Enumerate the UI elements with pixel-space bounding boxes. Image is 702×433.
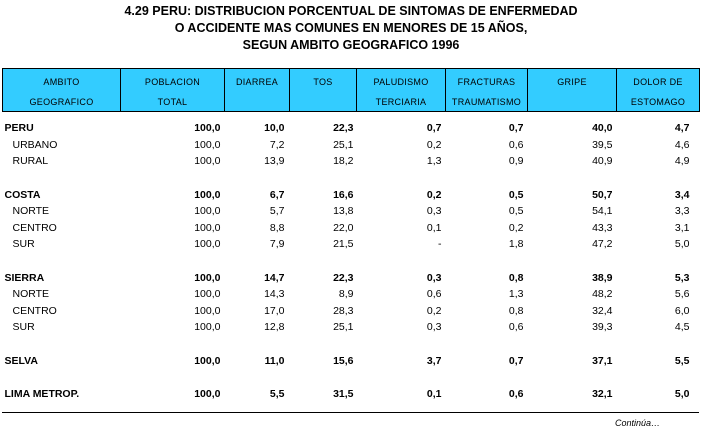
row-value: 0,9 (508, 155, 524, 168)
table-title (0, 3, 702, 54)
row-value: 39,3 (592, 321, 613, 334)
title-line-3: SEGUN AMBITO GEOGRAFICO 1996 (242, 38, 460, 52)
row-value: 14,7 (264, 271, 285, 284)
table-row (3, 137, 700, 154)
row-value: 40,9 (592, 155, 613, 168)
row-value: 40,0 (592, 122, 613, 135)
row-value: 0,5 (508, 188, 524, 201)
row-value: 0,3 (426, 321, 442, 334)
row-value: 48,2 (592, 288, 613, 301)
row-value: 0,8 (508, 304, 524, 317)
row-value: 100,0 (194, 238, 221, 251)
row-value: 32,1 (592, 388, 613, 401)
row-value: 17,0 (264, 304, 285, 317)
row-value: 25,1 (333, 138, 354, 151)
spacer-row (3, 253, 700, 270)
row-value: 0,7 (508, 354, 524, 367)
row-value: 16,6 (333, 188, 354, 201)
row-value: 0,8 (508, 271, 524, 284)
row-label: COSTA (4, 188, 41, 201)
row-value: 37,1 (592, 354, 613, 367)
table-row (3, 286, 700, 303)
row-value: 100,0 (194, 354, 221, 367)
row-value: 5,3 (674, 271, 690, 284)
row-value: 0,6 (508, 138, 524, 151)
row-value: 100,0 (194, 155, 221, 168)
row-value: 6,0 (674, 304, 690, 317)
row-value: 11,0 (264, 354, 285, 367)
spacer-row (3, 369, 700, 386)
row-label: CENTRO (12, 221, 57, 234)
row-value: 0,2 (426, 304, 442, 317)
row-value: 100,0 (194, 304, 221, 317)
row-value: 14,3 (264, 288, 285, 301)
row-value: 50,7 (592, 188, 613, 201)
row-value: 0,6 (426, 288, 442, 301)
row-label: RURAL (12, 155, 49, 168)
row-value: 15,6 (333, 354, 354, 367)
row-value: 7,9 (269, 238, 285, 251)
row-value: 28,3 (333, 304, 354, 317)
row-label: NORTE (12, 288, 50, 301)
row-value: 0,6 (508, 388, 524, 401)
row-value: 39,5 (592, 138, 613, 151)
row-label: SUR (12, 238, 35, 251)
row-value: 1,8 (508, 238, 524, 251)
row-value: 43,3 (592, 221, 613, 234)
row-label: NORTE (12, 205, 50, 218)
row-value: 54,1 (592, 205, 613, 218)
row-value: 0,7 (508, 122, 524, 135)
row-value: 100,0 (194, 122, 221, 135)
row-value: 100,0 (194, 138, 221, 151)
row-value: 18,2 (333, 155, 354, 168)
row-value: 5,0 (674, 238, 690, 251)
title-line-2: O ACCIDENTE MAS COMUNES EN MENORES DE 15 AÑOS, (174, 21, 528, 35)
table-row (3, 112, 700, 137)
row-label: URBANO (12, 138, 58, 151)
row-value: 0,1 (426, 221, 442, 234)
row-value: 31,5 (333, 388, 354, 401)
table-row (3, 236, 700, 253)
row-label: PERU (4, 122, 34, 135)
row-value: 4,6 (674, 138, 690, 151)
header-tos: TOS (290, 69, 357, 112)
spacer-row (3, 170, 700, 187)
row-value: 5,5 (674, 354, 690, 367)
row-value: 0,2 (508, 221, 524, 234)
row-value: 5,7 (269, 205, 285, 218)
continues-note: Continúa… (614, 418, 660, 428)
data-table (2, 68, 700, 403)
row-value: 8,9 (338, 288, 354, 301)
row-label: SUR (12, 321, 35, 334)
bottom-rule (2, 412, 699, 413)
table-row (3, 353, 700, 370)
row-value: 0,6 (508, 321, 524, 334)
row-value: 100,0 (194, 221, 221, 234)
row-value: 22,3 (333, 271, 354, 284)
row-value: 0,2 (426, 138, 442, 151)
row-value: 0,1 (426, 388, 442, 401)
row-value: 4,7 (674, 122, 690, 135)
row-value: 3,3 (674, 205, 690, 218)
row-label: LIMA METROP. (4, 388, 80, 401)
row-value: 0,2 (426, 188, 442, 201)
table-row (3, 203, 700, 220)
row-value: 3,7 (426, 354, 442, 367)
row-value: 100,0 (194, 188, 221, 201)
row-value: 10,0 (264, 122, 285, 135)
spacer-row (3, 336, 700, 353)
row-value: 0,7 (426, 122, 442, 135)
row-value: 0,5 (508, 205, 524, 218)
row-value: 38,9 (592, 271, 613, 284)
title-line-1: 4.29 PERU: DISTRIBUCION PORCENTUAL DE SINTOMAS DE ENFERMEDAD (124, 4, 578, 18)
row-value: 1,3 (508, 288, 524, 301)
row-label: CENTRO (12, 304, 57, 317)
row-value: 100,0 (194, 205, 221, 218)
header-gripe: GRIPE (528, 69, 617, 112)
row-value: 22,3 (333, 122, 354, 135)
table-row (3, 319, 700, 336)
row-value: 100,0 (194, 388, 221, 401)
row-value: 6,7 (269, 188, 285, 201)
row-value: 13,9 (264, 155, 285, 168)
row-value: 4,5 (674, 321, 690, 334)
row-value: 25,1 (333, 321, 354, 334)
row-value: 0,3 (426, 271, 442, 284)
row-value: - (438, 238, 442, 251)
header-fracturas: FRACTURAS TRAUMATISMO (446, 69, 528, 112)
row-value: 0,3 (426, 205, 442, 218)
row-value: 100,0 (194, 271, 221, 284)
row-value: 3,4 (674, 188, 690, 201)
row-value: 3,1 (674, 221, 690, 234)
row-value: 12,8 (264, 321, 285, 334)
row-label: SELVA (4, 354, 38, 367)
row-value: 47,2 (592, 238, 613, 251)
table-row (3, 153, 700, 170)
row-value: 32,4 (592, 304, 613, 317)
table-row (3, 303, 700, 320)
table-row (3, 270, 700, 287)
header-poblacion: POBLACION TOTAL (121, 69, 225, 112)
table-row (3, 220, 700, 237)
row-value: 4,9 (674, 155, 690, 168)
table-row (3, 386, 700, 403)
row-value: 8,8 (269, 221, 285, 234)
row-value: 100,0 (194, 321, 221, 334)
header-paludismo: PALUDISMO TERCIARIA (357, 69, 446, 112)
row-value: 13,8 (333, 205, 354, 218)
row-value: 100,0 (194, 288, 221, 301)
row-value: 22,0 (333, 221, 354, 234)
row-value: 7,2 (269, 138, 285, 151)
row-label: SIERRA (4, 271, 45, 284)
header-ambito: AMBITO GEOGRAFICO (3, 69, 121, 112)
header-diarrea: DIARREA (225, 69, 290, 112)
row-value: 1,3 (426, 155, 442, 168)
row-value: 5,6 (674, 288, 690, 301)
row-value: 5,5 (269, 388, 285, 401)
row-value: 5,0 (674, 388, 690, 401)
header-row (3, 69, 700, 112)
row-value: 21,5 (333, 238, 354, 251)
table-row (3, 187, 700, 204)
header-dolor: DOLOR DE ESTOMAGO (617, 69, 700, 112)
